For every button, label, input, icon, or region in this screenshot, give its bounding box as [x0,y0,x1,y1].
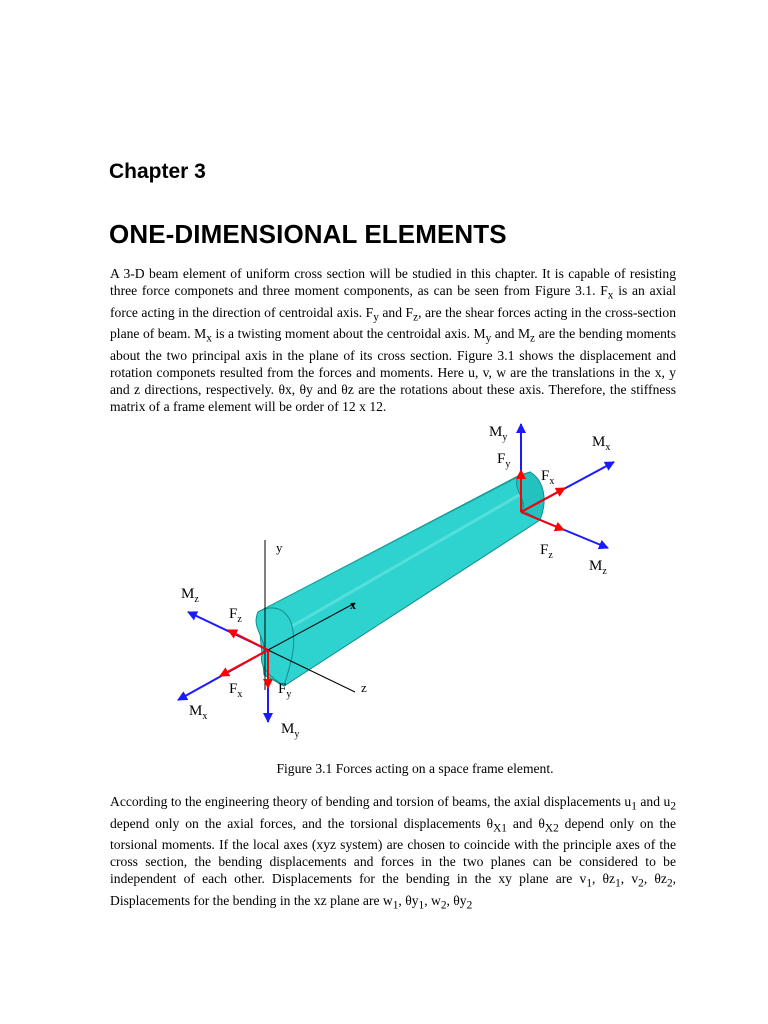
label-right-fy: $F_y$ [497,451,511,470]
left-fx-arrow [220,650,268,676]
axis-label-x: x [350,598,356,612]
beam-body [256,472,544,686]
intro-paragraph: A 3-D beam element of uniform cross section will be studied in this chapter. It is capable of resisting three force componets and three moment components, as can be seen from Figure 3.1. $F_x$ is an axial force acting in the direction of centroidal axis. $F_y$ and $F_z$, are the shear forces acting in the cross-section plane of beam. $M_x$ is a twisting moment about the centroidal axis. $M_y$ and $M_z$ are the bending moments about the two principal axis in the plane of its cross section. Figure 3.1 shows the displacement and rotation componets resulted from the forces and moments. Here u, v, w are the translations in the x, y and z directions, respectively. θx, θy and θz are the rotations about these axis. Therefore, the stiffness matrix of a frame element will be order of 12 x 12. [110,266,677,414]
axis-label-z: z [361,680,367,695]
theory-paragraph: According to the engineering theory of bending and torsion of beams, the axial displacements $u_1$ and $u_2$ depend only on the axial forces, and the torsional displacements $\theta_{X1}$ and $\theta_{X2}$ depend only on the torsional moments. If the local axes (xyz system) are chosen to coincide with the principle axes of the cross section, the bending displacements and forces in the two planes can be considered to be independent of each other. Displacements for the bending in the xy plane are $v_1$, $\theta z_1$, $v_2$, $\theta z_2$, Displacements for the bending in the xz plane are $w_1$, $\theta y_1$, $w_2$, $\theta y_2$ [110,794,677,912]
label-left-fz: $F_z$ [229,606,242,625]
label-right-my: $M_y$ [489,424,508,443]
label-right-fx: $F_x$ [541,468,555,487]
label-left-fy: $F_y$ [278,681,292,700]
label-right-mz: $M_z$ [589,558,607,577]
chapter-title: ONE-DIMENSIONAL ELEMENTS [109,219,507,249]
label-right-mx: $M_x$ [592,434,611,453]
label-left-fx: $F_x$ [229,681,243,700]
figure-caption: Figure 3.1 Forces acting on a space frame element. [276,761,554,776]
label-left-my: $M_y$ [281,721,300,740]
label-right-fz: $F_z$ [540,542,553,561]
label-left-mz: $M_z$ [181,586,199,605]
axis-label-y: y [276,540,283,555]
chapter-heading: Chapter 3 [109,160,206,183]
label-left-mx: $M_x$ [189,703,208,722]
